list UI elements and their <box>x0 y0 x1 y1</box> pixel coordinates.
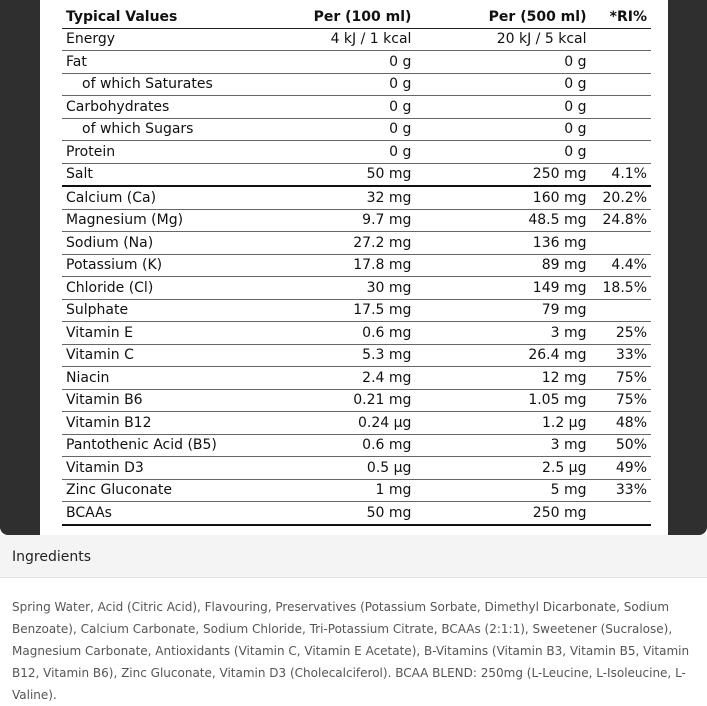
cell-per500: 149 mg <box>415 277 590 300</box>
cell-per100: 5.3 mg <box>298 344 416 367</box>
cell-ri: 33% <box>590 344 651 367</box>
table-row <box>62 51 651 74</box>
cell-per100: 0 g <box>298 118 416 141</box>
nutrition-table-body <box>62 28 651 525</box>
cell-per100: 2.4 mg <box>298 367 416 390</box>
cell-ri <box>590 502 651 525</box>
table-row <box>62 277 651 300</box>
cell-ri: 4.1% <box>590 163 651 186</box>
cell-per500: 250 mg <box>415 502 590 525</box>
table-row <box>62 73 651 96</box>
ingredients-title: Ingredients <box>12 549 91 565</box>
cell-name: Salt <box>62 163 298 186</box>
cell-per500: 250 mg <box>415 163 590 186</box>
table-row <box>62 457 651 480</box>
table-row <box>62 141 651 164</box>
cell-per500: 1.2 µg <box>415 412 590 435</box>
cell-name: Chloride (Cl) <box>62 277 298 300</box>
table-row <box>62 163 651 186</box>
ingredients-header[interactable] <box>0 535 707 578</box>
cell-per100: 0 g <box>298 141 416 164</box>
cell-ri: 24.8% <box>590 209 651 232</box>
cell-per100: 50 mg <box>298 502 416 525</box>
cell-per500: 26.4 mg <box>415 344 590 367</box>
cell-per100: 27.2 mg <box>298 232 416 255</box>
table-row <box>62 434 651 457</box>
cell-per500: 1.05 mg <box>415 389 590 412</box>
cell-name: Energy <box>62 28 298 51</box>
cell-per100: 0.6 mg <box>298 322 416 345</box>
ingredients-text: Spring Water, Acid (Citric Acid), Flavouring, Preservatives (Potassium Sorbate, Dimethyl Dicarbonate, Sodium Benzoate), Calcium Carbonate, Sodium Chloride, Tri-Potassium Citrate, BCAAs (2:1:1), Sweetener (Sucralose), Magnesium Carbonate, Antioxidants (Vitamin C, Vitamin E Acetate), B-Vitamins (Vitamin B3, Vitamin B5, Vitamin B12, Vitamin B6), Zinc Gluconate, Vitamin D3 (Cholecalciferol). BCAA BLEND: 250mg (L-Leucine, L-Isoleucine, L-Valine). <box>12 600 690 702</box>
table-row <box>62 186 651 209</box>
cell-ri: 25% <box>590 322 651 345</box>
cell-ri: 18.5% <box>590 277 651 300</box>
cell-per500: 2.5 µg <box>415 457 590 480</box>
table-row <box>62 254 651 277</box>
table-row <box>62 118 651 141</box>
cell-per500: 3 mg <box>415 434 590 457</box>
cell-name: Potassium (K) <box>62 254 298 277</box>
cell-name: Sulphate <box>62 299 298 322</box>
table-row <box>62 96 651 119</box>
cell-per100: 0 g <box>298 73 416 96</box>
cell-per500: 79 mg <box>415 299 590 322</box>
cell-name: of which Saturates <box>62 73 298 96</box>
cell-ri: 75% <box>590 389 651 412</box>
cell-name: Sodium (Na) <box>62 232 298 255</box>
cell-per500: 12 mg <box>415 367 590 390</box>
table-row <box>62 28 651 51</box>
cell-per100: 9.7 mg <box>298 209 416 232</box>
cell-name: Niacin <box>62 367 298 390</box>
cell-per500: 0 g <box>415 51 590 74</box>
cell-per100: 0 g <box>298 51 416 74</box>
cell-name: Pantothenic Acid (B5) <box>62 434 298 457</box>
ingredients-section <box>0 535 707 700</box>
cell-name: Protein <box>62 141 298 164</box>
cell-per100: 0.6 mg <box>298 434 416 457</box>
cell-per100: 1 mg <box>298 479 416 502</box>
table-row <box>62 299 651 322</box>
cell-name: Zinc Gluconate <box>62 479 298 502</box>
cell-ri: 20.2% <box>590 186 651 209</box>
nutrition-label <box>40 0 668 535</box>
cell-per100: 0 g <box>298 96 416 119</box>
table-row <box>62 367 651 390</box>
cell-per500: 20 kJ / 5 kcal <box>415 28 590 51</box>
cell-per500: 0 g <box>415 141 590 164</box>
cell-per100: 4 kJ / 1 kcal <box>298 28 416 51</box>
cell-per500: 48.5 mg <box>415 209 590 232</box>
cell-ri <box>590 232 651 255</box>
cell-ri <box>590 141 651 164</box>
cell-ri: 50% <box>590 434 651 457</box>
cell-ri <box>590 118 651 141</box>
cell-per500: 136 mg <box>415 232 590 255</box>
cell-per100: 0.24 µg <box>298 412 416 435</box>
cell-name: Vitamin B12 <box>62 412 298 435</box>
cell-per500: 5 mg <box>415 479 590 502</box>
table-row <box>62 502 651 525</box>
cell-ri: 48% <box>590 412 651 435</box>
cell-per100: 17.5 mg <box>298 299 416 322</box>
cell-per500: 0 g <box>415 73 590 96</box>
cell-ri <box>590 96 651 119</box>
table-row <box>62 412 651 435</box>
cell-ri: 33% <box>590 479 651 502</box>
cell-ri: 75% <box>590 367 651 390</box>
table-row <box>62 479 651 502</box>
header-per-100ml: Per (100 ml) <box>298 6 416 28</box>
cell-ri: 4.4% <box>590 254 651 277</box>
header-typical-values: Typical Values <box>62 6 298 28</box>
cell-name: Vitamin D3 <box>62 457 298 480</box>
table-row <box>62 232 651 255</box>
cell-name: Vitamin C <box>62 344 298 367</box>
cell-name: Fat <box>62 51 298 74</box>
cell-per100: 17.8 mg <box>298 254 416 277</box>
cell-per500: 0 g <box>415 118 590 141</box>
table-row <box>62 389 651 412</box>
cell-ri <box>590 73 651 96</box>
cell-ri: 49% <box>590 457 651 480</box>
cell-per100: 32 mg <box>298 186 416 209</box>
cell-name: Calcium (Ca) <box>62 186 298 209</box>
cell-ri <box>590 28 651 51</box>
cell-per100: 0.5 µg <box>298 457 416 480</box>
cell-per100: 30 mg <box>298 277 416 300</box>
cell-per500: 0 g <box>415 96 590 119</box>
header-per-500ml: Per (500 ml) <box>415 6 590 28</box>
cell-name: Carbohydrates <box>62 96 298 119</box>
cell-ri <box>590 299 651 322</box>
cell-name: Vitamin E <box>62 322 298 345</box>
table-row <box>62 209 651 232</box>
nutrition-table <box>62 6 651 526</box>
cell-ri <box>590 51 651 74</box>
table-row <box>62 344 651 367</box>
cell-name: Vitamin B6 <box>62 389 298 412</box>
cell-name: BCAAs <box>62 502 298 525</box>
table-header-row <box>62 6 651 28</box>
table-row <box>62 322 651 345</box>
cell-per100: 50 mg <box>298 163 416 186</box>
header-ri-percent: *RI% <box>590 6 651 28</box>
cell-name: Magnesium (Mg) <box>62 209 298 232</box>
cell-per500: 89 mg <box>415 254 590 277</box>
cell-per100: 0.21 mg <box>298 389 416 412</box>
cell-per500: 3 mg <box>415 322 590 345</box>
cell-name: of which Sugars <box>62 118 298 141</box>
cell-per500: 160 mg <box>415 186 590 209</box>
